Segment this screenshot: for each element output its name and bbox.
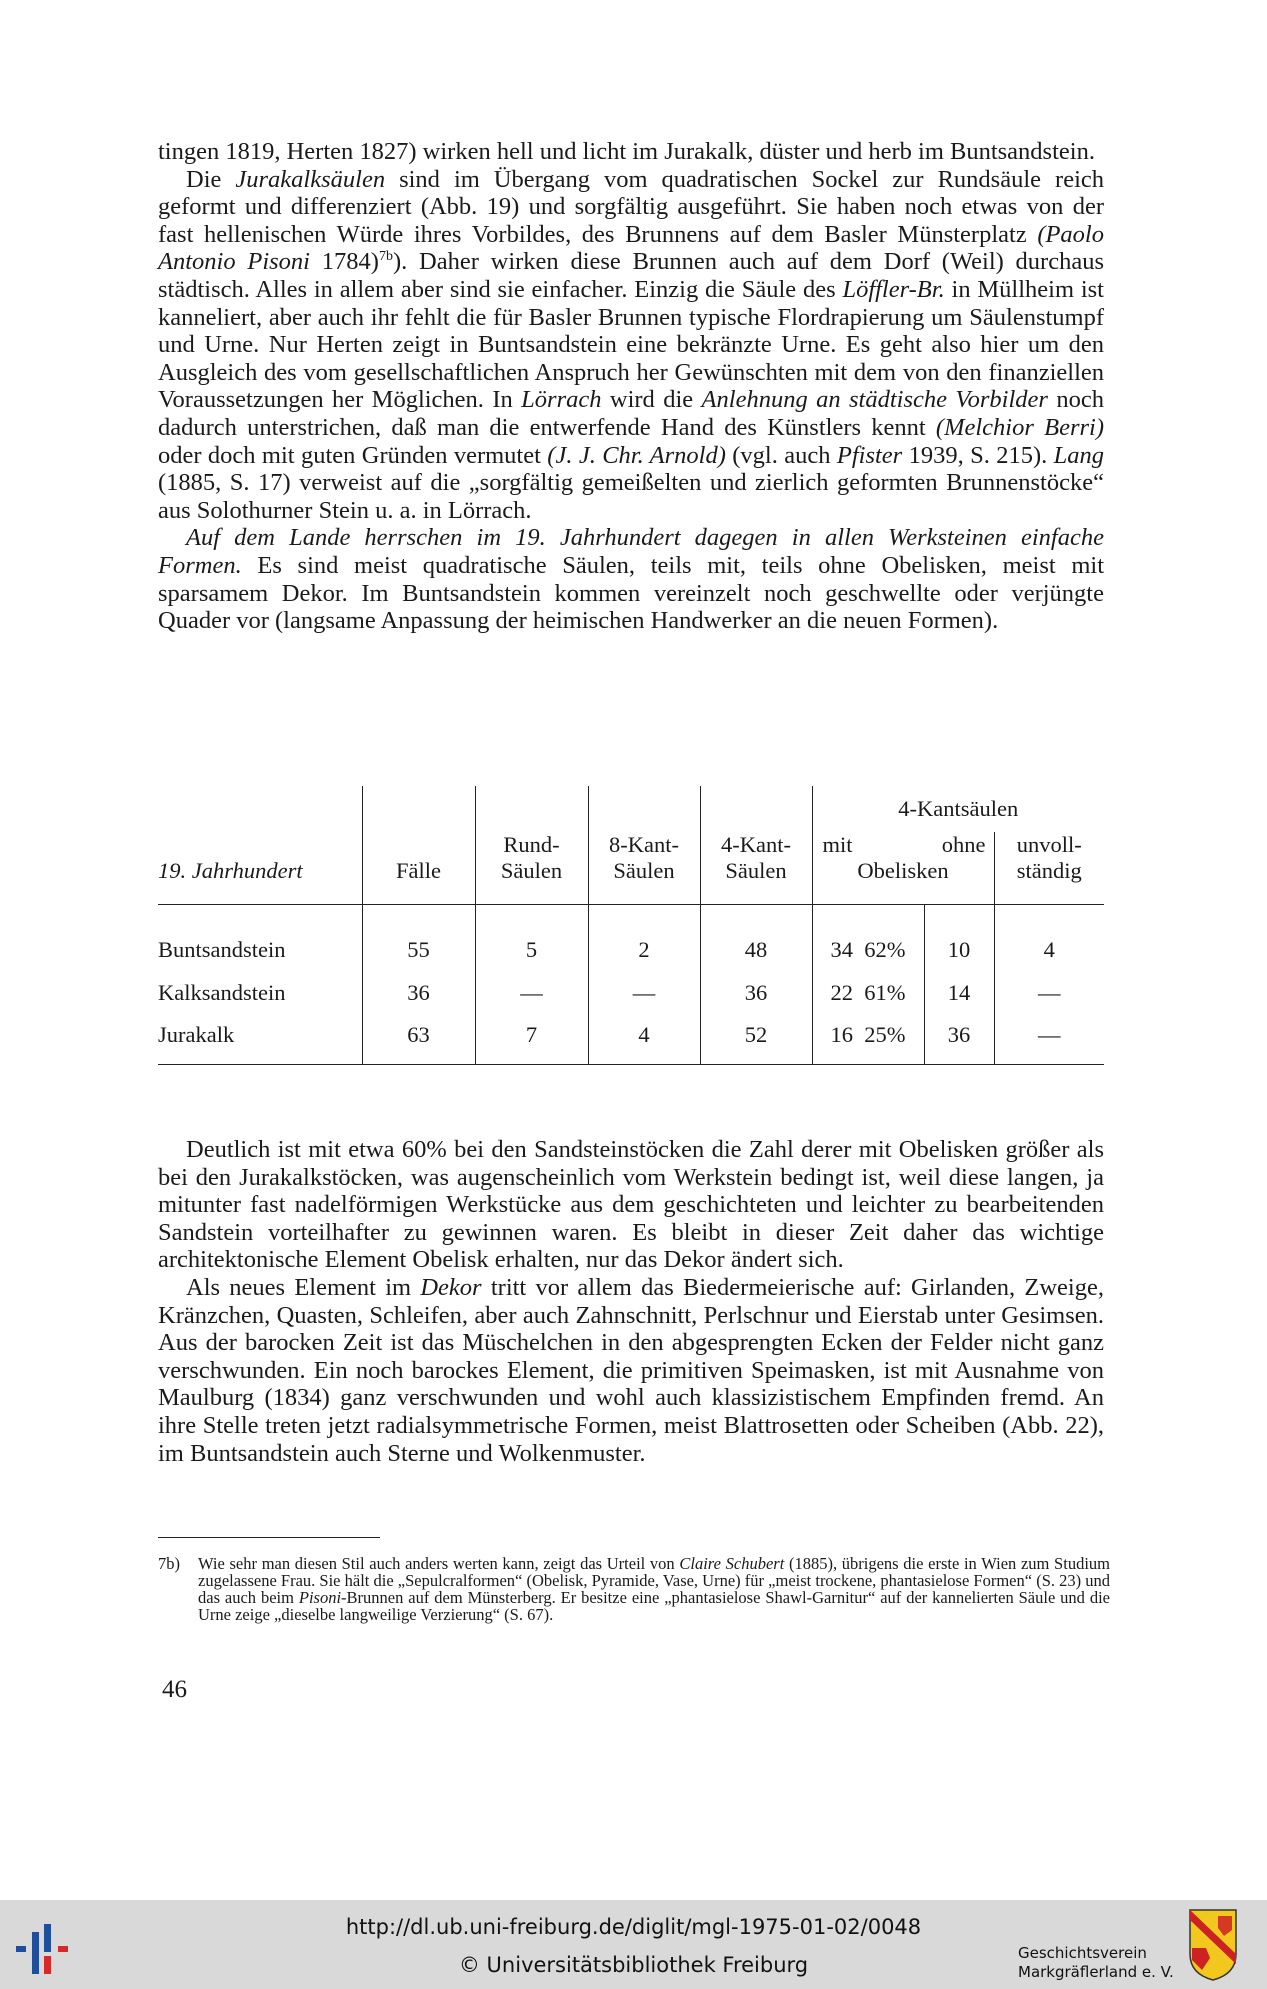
table-row-buntsandstein <box>158 905 1104 964</box>
row-label: Buntsandstein <box>158 937 286 962</box>
italic-term: Dekor <box>420 1273 482 1301</box>
cell-4kant: 52 <box>700 1006 812 1065</box>
source-url-link[interactable]: http://dl.ub.uni-freiburg.de/diglit/mgl-1975-01-02/0048 <box>345 1915 922 1939</box>
italic-term: Löffler-Br. <box>842 275 945 303</box>
text-run: noch dadurch unterstrichen, daß man die entwerfende Hand des Künstlers kennt <box>158 386 1104 441</box>
column-header-obelisken: mit ohne Obelisken <box>812 832 994 905</box>
footer-bar <box>0 1900 1267 1989</box>
footnote <box>158 1555 1110 1623</box>
lower-text <box>158 1136 1104 1467</box>
cell-4kant: 48 <box>700 905 812 964</box>
cell-faelle: 36 <box>362 963 475 1006</box>
text-run: sind im Übergang vom quadratischen Sockel zur Rundsäule reich geformt und differenziert (Abb. 19) und sorgfältig ausgeführt. Sie haben noch etwas von der fast hellenischen Würde ihres Vorbildes, des Brunnens auf dem Basler Münsterplatz <box>158 165 1104 248</box>
text-run: Die <box>186 165 236 193</box>
italic-term: Anlehnung an städtische Vorbilder <box>701 386 1048 414</box>
paragraph-2 <box>158 166 1104 525</box>
italic-term: Lang <box>1053 441 1104 469</box>
footnote-mark: 7b) <box>158 1554 180 1573</box>
cell-mit: 34 62% <box>812 905 924 964</box>
cell-ohne: 10 <box>924 905 994 964</box>
text-run: oder doch mit guten Gründen vermutet <box>158 441 548 469</box>
publisher-name: Geschichtsverein Markgräflerland e. V. <box>1018 1944 1174 1981</box>
cell-4kant: 36 <box>700 963 812 1006</box>
italic-term: Pfister <box>836 441 903 469</box>
cell-rund: 5 <box>475 905 588 964</box>
table-header-row-2 <box>158 832 1104 905</box>
cell-unvoll: — <box>994 1006 1104 1065</box>
text-run: tritt vor allem das Biedermeierische auf: Girlanden, Zweige, Kränzchen, Quasten, Schleifen, aber auch Zahnschnitt, Perlschnur und Eierstab unter Gesimsen. Aus der barocken Zeit ist das Müschelchen in den abgesprengten Ecken der Felder nicht ganz verschwunden. Ein noch barockes Element, die primitiven Speimasken, ist mit Ausnahme von Maulburg (1834) ganz verschwunden und wohl auch klassizistischem Empfinden fremd. An ihre Stelle treten jetzt radialsymmetrische Formen, meist Blattrosetten oder Scheiben (Abb. 22), im Buntsandstein auch Sterne und Wolkenmuster. <box>158 1273 1104 1467</box>
cell-mit: 16 25% <box>812 1006 924 1065</box>
cell-faelle: 63 <box>362 1006 475 1065</box>
text-run: 1784) <box>309 248 379 276</box>
copyright-text: © Universitätsbibliothek Freiburg <box>458 1953 809 1977</box>
text-run: (vgl. auch <box>725 441 837 469</box>
italic-term: (Paolo Antonio Pisoni <box>158 220 1104 276</box>
page-number: 46 <box>162 1676 187 1703</box>
text-run: Als neues Element im <box>186 1273 421 1301</box>
italic-term: Lörrach <box>521 386 602 414</box>
cell-unvoll: — <box>994 963 1104 1006</box>
cell-8kant: — <box>588 963 700 1006</box>
italic-term: Auf dem Lande herrschen im 19. Jahrhundert dagegen in allen Werksteinen einfache Formen. <box>158 524 1104 579</box>
text-run: in Müllheim ist kanneliert, aber auch ihr fehlt die für Basler Brunnen typische Flordrapierung um Säulenstumpf und Urne. Nur Herten zeigt in Buntsandstein eine bekränzte Urne. Es geht also hier um den Ausgleich des vom gesellschaftlichen Anspruch her Gewünschten mit dem von den finanziellen Voraussetzungen her Möglichen. In <box>158 275 1104 414</box>
table-row-jurakalk <box>158 1006 1104 1065</box>
italic-term: Jurakalksäulen <box>235 165 386 193</box>
column-header-period: 19. Jahrhundert <box>158 858 303 883</box>
row-label: Jurakalk <box>158 1006 362 1065</box>
cell-8kant: 2 <box>588 905 700 964</box>
text-run: 1939, S. 215). <box>902 441 1054 469</box>
footnote-text: Wie sehr man diesen Stil auch anders werten kann, zeigt das Urteil von Claire Schubert (1885), übrigens die erste in Wien zum Studium zugelassene Frau. Sie hält die „Sepulcralformen“ (Obelisk, Pyramide, Vase, Urne) für „meist trockene, phantasielose Formen“ (S. 23) und das auch beim Pisoni-Brunnen auf dem Münsterberg. Er besitze eine „phantasielose Shawl-Garnitur“ auf der kannelierten Säule und die Urne zeige „dieselbe langweilige Verzierung“ (S. 67). <box>198 1554 1111 1624</box>
paragraph-4: Deutlich ist mit etwa 60% bei den Sandsteinstöcken die Zahl derer mit Obelisken größer als bei den Jurakalkstöcken, was augenscheinlich vom Werkstein bedingt ist, weil diese langen, ja mitunter fast nadelförmigen Werkstücke aus dem geschichteten und leichter zu bearbeitenden Sandstein vorteilhafter zu gewinnen waren. Es bleibt in dieser Zeit daher das wichtige architektonische Element Obelisk erhalten, nur das Dekor ändert sich. <box>158 1136 1104 1274</box>
italic-term: (J. J. Chr. Arnold) <box>547 441 726 469</box>
cell-rund: — <box>475 963 588 1006</box>
row-label: Kalksandstein <box>158 980 286 1005</box>
italic-term: (Melchior Berri) <box>935 413 1104 441</box>
cell-ohne: 14 <box>924 963 994 1006</box>
footnote-ref: 7b <box>378 249 393 265</box>
text-run: (1885, S. 17) verweist auf die „sorgfältig gemeißelten und zierlich geformten Brunnenstöcke“ aus Solothurner Stein u. a. in Lörrach. <box>158 469 1104 524</box>
column-header-faelle: Fälle <box>362 832 475 905</box>
paragraph-3 <box>158 524 1104 634</box>
table-row-kalksandstein <box>158 963 1104 1006</box>
text-run: wird die <box>601 386 702 414</box>
column-header-rund: Rund- Säulen <box>475 832 588 905</box>
text-run: ). Daher wirken diese Brunnen auch auf dem Dorf (Weil) durchaus städtisch. Alles in allem aber sind sie einfacher. Einzig die Säule des <box>158 248 1105 303</box>
column-header-4kant: 4-Kant- Säulen <box>700 832 812 905</box>
cell-faelle: 55 <box>362 905 475 964</box>
cell-mit: 22 61% <box>812 963 924 1006</box>
column-header-8kant: 8-Kant- Säulen <box>588 832 700 905</box>
table-header-row-1 <box>158 786 1104 832</box>
cell-rund: 7 <box>475 1006 588 1065</box>
coat-of-arms-icon <box>1188 1908 1238 1982</box>
footnote-rule <box>158 1537 380 1538</box>
upper-text <box>158 138 1104 635</box>
statistics-table <box>158 786 1104 1065</box>
cell-ohne: 36 <box>924 1006 994 1065</box>
paragraph-1: tingen 1819, Herten 1827) wirken hell und licht im Jurakalk, düster und herb im Buntsandstein. <box>158 138 1095 165</box>
group-header: 4-Kantsäulen <box>812 786 1104 832</box>
cell-8kant: 4 <box>588 1006 700 1065</box>
cell-unvoll: 4 <box>994 905 1104 964</box>
paragraph-5 <box>158 1274 1104 1467</box>
column-header-unvoll: unvoll- ständig <box>994 832 1104 905</box>
text-run: Es sind meist quadratische Säulen, teils mit, teils ohne Obelisken, meist mit sparsamem Dekor. Im Buntsandstein kommen vereinzelt noch geschwellte oder verjüngte Quader vor (langsame Anpassung der heimischen Handwerker an die neuen Formen). <box>158 551 1104 635</box>
